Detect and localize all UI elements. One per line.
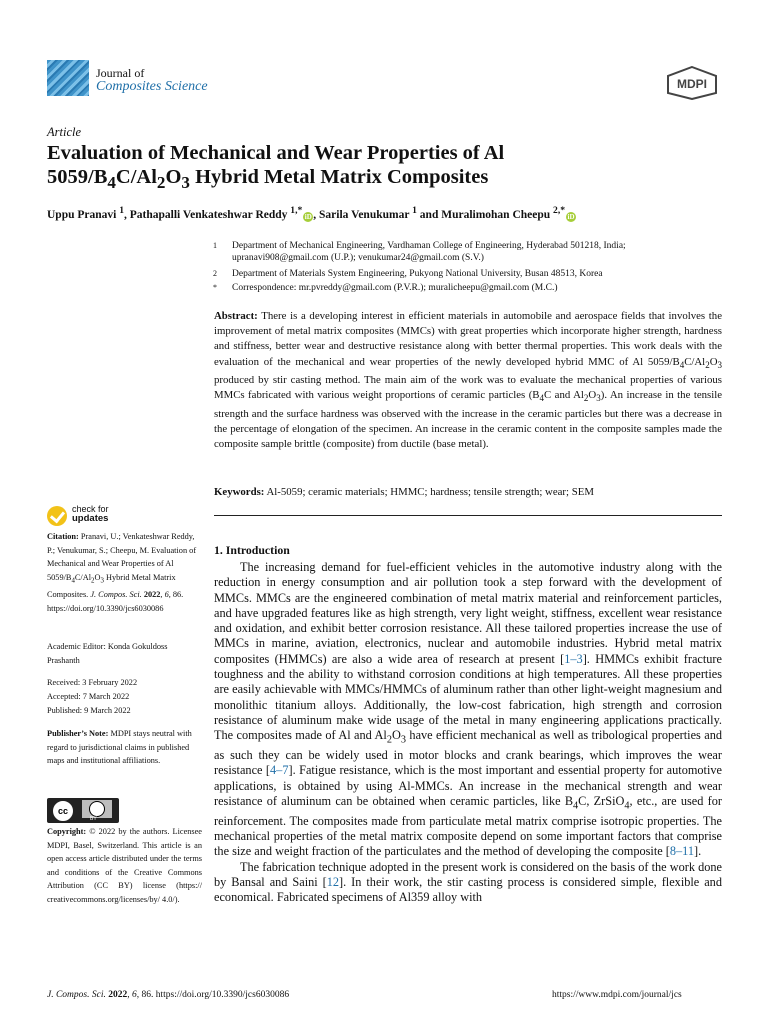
academic-editor: Academic Editor: Konda Gokuldoss Prashanth — [47, 642, 168, 665]
publisher-note: Publisher’s Note: MDPI stays neutral with regard to jurisdictional claims in published maps and institutional affiliations. — [47, 729, 192, 766]
author-list: Uppu Pranavi $^1$, Pathapalli Venkateshwar Reddy $^{1,*}$iD , Sarila Venukumar $^1$ and Muralimohan Cheepu $^{2,*}$iD — [47, 205, 575, 221]
journal-logo-icon — [47, 60, 89, 96]
mdpi-logo-text: MDPI — [677, 77, 707, 91]
orcid-icon[interactable]: iD — [304, 212, 312, 221]
cc-by-license-icon[interactable]: cc BY — [47, 798, 119, 823]
paragraph: The increasing demand for fuel-efficient vehicles in the automotive industry along with the reduction in energy consumption and air pollution took a step forward with the development of MMCs. MMCs are the engineered combination of metal matrix material and reinforcement particles, and have upgraded features like as high strength, very light weight, stiffness, excellent wear resistance and oxidation, and exhibit better corrosion resistance. All these tailored properties increase the use of MMCs in marine, aviation, electronics, nuclear and automobile industries. Hybrid metal matrix composites (HMMCs) are also a wide area of research at present [1–3]. HMMCs exhibit fracture toughness and the ability to withstand corrosion conditions at high temperatures. All these properties are easily achievable with MMCs/HMMCs of aluminum rather than other light-weight magnesium and monolithic titanium alloys. Additionally, the low-cost fabrication, high strength and corrosion resistance of aluminum make wide usage of the metal in many engineering applications practically. The composites made of Al and $Al_2O_3$ have efficient mechanical as well as tribological properties and as such they can be widely used in motor blocks and crank bearings, which improves the wear resistance [4–7]. Fatigue resistance, which is the most important and essential property for automotive applications, is obtained by using Al-MMCs. An increase in the mechanical strength and wear resistance of aluminum can be obtained when ceramic particles, like $B_4C$, ZrSiO$_4$, etc., are used for reinforcement. The composites made from particulate metal matrix comprise isotropic properties. The mechanical properties of the metal matrix composite depend on some important factors that comprise the size and weight fraction of the particulates and the method of developing the composite [8–11]. — [214, 560, 723, 859]
copyright-notice: Copyright: © 2022 by the authors. Licensee MDPI, Basel, Switzerland. This article is an open access article distributed under the terms and conditions of the Creative Commons Attribution (CC BY) license (https:// creativecommons.org/licenses/by/ 4.0/). — [47, 827, 202, 904]
correspondence: * Correspondence: mr.pvreddy@gmail.com (P.V.R.); muralicheepu@gmail.com (M.C.) — [213, 283, 558, 293]
by-icon — [82, 800, 112, 818]
citation-link[interactable]: 4–7 — [270, 763, 289, 778]
affiliation-1: 1 Department of Mechanical Engineering, Vardhaman College of Engineering, Hyderabad 501218, India; upranavi908@gmail.com (U.P.); venukumar24@gmail.com (S.V.) — [213, 241, 626, 263]
journal-of-label: Journal of — [96, 66, 145, 80]
received-date: Received: 3 February 2022 — [47, 678, 138, 687]
article-title: Evaluation of Mechanical and Wear Properties of Al $5059/B_4C/Al_2O_3$ Hybrid Metal Matrix Composites — [47, 142, 505, 193]
cc-icon: cc — [53, 801, 73, 821]
divider — [214, 515, 722, 516]
mdpi-logo-icon — [666, 66, 718, 100]
abstract: Abstract: There is a developing interest in efficient materials in automobile and aerospace fields that involves the improvement of metal matrix composites (MMCs) with great properties which incorporate higher strength, hardness and stiffness, better wear and destructive resistance along with better thermal properties. This work deals with the evaluation of the mechanical and wear properties of the newly developed hybrid MMC of Al $5059/B_4C/Al_2O_3$ produced by stir casting method. The main aim of the work was to evaluate the mechanical properties of various MMCs fabricated with various weight proportions of ceramic particles ($B_4C$ and $Al_2O_3$). An increase in the tensile strength and the surface hardness was observed with the increase in the ceramic particles but there was a decrease in the percentage of elongation of the specimen. An increase in the ceramic content in the composite samples made the composite sample brittle (composite) from ductile (base metal). — [214, 310, 723, 450]
journal-name: Composites Science — [96, 79, 208, 94]
paragraph: The fabrication technique adopted in the present work is considered on the basis of the work done by Bansal and Saini [12]. In their work, the stir casting process is considered simple, flexible and economical. Fabricated specimens of Al359 alloy with — [214, 859, 722, 905]
accepted-date: Accepted: 7 March 2022 — [47, 692, 130, 701]
citation-block: Citation: Pranavi, U.; Venkateshwar Reddy, P.; Venukumar, S.; Cheepu, M. Evaluation of Mechanical and Wear Properties of Al $5059/B_4C/Al_2O_3$ Hybrid Metal Matrix Composites. J. Compos. Sci. 2022, 6, 86. https://doi.org/10.3390/jcs6030086 — [47, 532, 197, 613]
citation-link[interactable]: 8–11 — [669, 844, 695, 859]
keywords: Keywords: Al-5059; ceramic materials; HMMC; hardness; tensile strength; wear; SEM — [214, 486, 594, 498]
section-heading: 1. Introduction — [214, 543, 290, 557]
article-type: Article — [47, 125, 82, 139]
checkmark-icon — [47, 506, 67, 526]
citation-link[interactable]: 1–3 — [564, 651, 583, 666]
published-date: Published: 9 March 2022 — [47, 706, 131, 715]
check-for-updates-button[interactable]: check for updates — [47, 505, 157, 529]
footer-journal-url[interactable]: https://www.mdpi.com/journal/jcs — [552, 990, 682, 1000]
citation-link[interactable]: 12 — [326, 874, 340, 889]
footer-citation: J. Compos. Sci. 2022, 6, 86. https://doi.org/10.3390/jcs6030086 — [47, 990, 290, 1000]
introduction-text — [214, 560, 722, 905]
affiliation-2: 2 Department of Materials System Engineering, Pukyong National University, Busan 48513, Korea — [213, 269, 603, 279]
orcid-icon[interactable]: iD — [567, 212, 575, 221]
